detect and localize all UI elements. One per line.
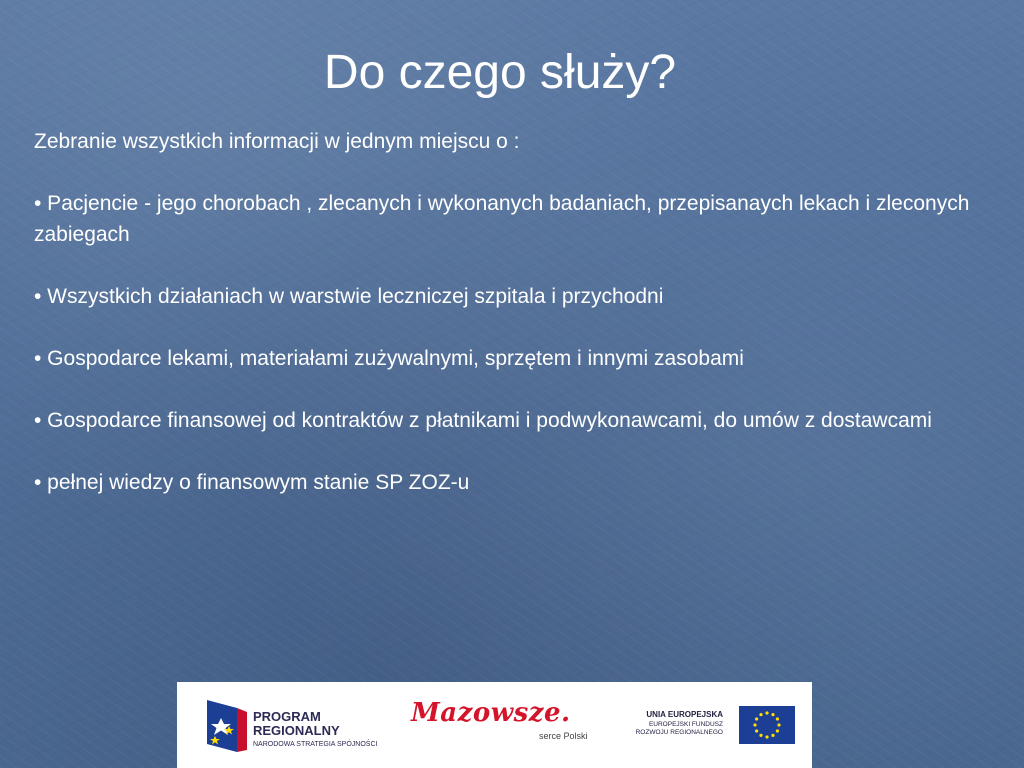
- program-label: PROGRAM: [253, 709, 321, 724]
- bullet-item: • pełnej wiedzy o finansowym stanie SP ZOZ-u: [34, 471, 470, 494]
- slide-content: [34, 126, 994, 529]
- mazowsze-wordmark: Mazowsze.: [411, 698, 571, 728]
- eu-fund-label: EUROPEJSKI FUNDUSZ: [648, 721, 723, 728]
- mazowsze-tagline: serce Polski: [539, 731, 588, 741]
- eu-flag-icon: [739, 706, 795, 744]
- bullet-item: • Pacjencie - jego chorobach , zlecanych i wykonanych badaniach, przepisanaych lekach i zleconych zabiegach: [34, 192, 970, 246]
- program-regionalny-mark-icon: [207, 696, 247, 752]
- mazowsze-logo: [411, 698, 601, 748]
- bullet-item: • Gospodarce finansowej od kontraktów z płatnikami i podwykonawcami, do umów z dostawcami: [34, 409, 932, 432]
- intro-text: Zebranie wszystkich informacji w jednym miejscu o :: [34, 130, 520, 153]
- eu-regional-label: ROZWOJU REGIONALNEGO: [635, 729, 723, 736]
- eu-logo: [625, 704, 795, 748]
- program-regionalny-logo: [207, 696, 387, 756]
- eu-union-label: UNIA EUROPEJSKA: [646, 710, 723, 719]
- slide-title: Do czego służy?: [323, 46, 677, 99]
- strategy-label: NARODOWA STRATEGIA SPÓJNOŚCI: [253, 741, 378, 748]
- bullet-item: • Wszystkich działaniach w warstwie leczniczej szpitala i przychodni: [34, 285, 664, 308]
- footer-logo-bar: [177, 682, 812, 768]
- bullet-item: • Gospodarce lekami, materiałami zużywalnymi, sprzętem i innymi zasobami: [34, 347, 744, 370]
- regionalny-label: REGIONALNY: [253, 723, 340, 738]
